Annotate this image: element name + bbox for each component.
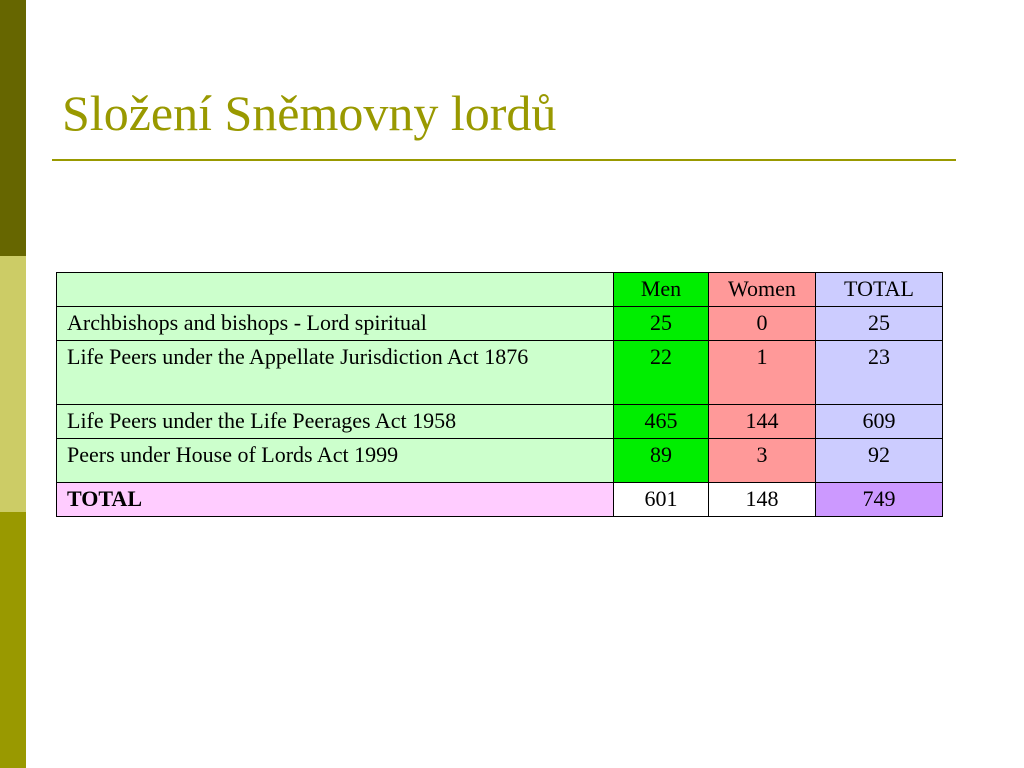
slide-title: Složení Sněmovny lordů [62,85,557,141]
row-total-value: 92 [816,439,943,483]
row-total-value: 23 [816,341,943,405]
header-total: TOTAL [816,273,943,307]
sidebar-middle-band [0,256,26,512]
row-total-value: 609 [816,405,943,439]
row-label: Life Peers under the Life Peerages Act 1958 [57,405,614,439]
row-men-value: 89 [614,439,709,483]
table-header-row [57,273,943,307]
header-label-cell [57,273,614,307]
row-men-value: 25 [614,307,709,341]
total-men-value: 601 [614,483,709,517]
table-row [57,439,943,483]
row-total-value: 25 [816,307,943,341]
sidebar-top-band [0,0,26,256]
total-row-label: TOTAL [57,483,614,517]
row-women-value: 144 [709,405,816,439]
row-women-value: 1 [709,341,816,405]
row-label: Peers under House of Lords Act 1999 [57,439,614,483]
row-men-value: 22 [614,341,709,405]
row-label: Archbishops and bishops - Lord spiritual [57,307,614,341]
row-women-value: 0 [709,307,816,341]
row-label: Life Peers under the Appellate Jurisdiction Act 1876 [57,341,614,405]
table-row [57,405,943,439]
row-men-value: 465 [614,405,709,439]
total-women-value: 148 [709,483,816,517]
header-women: Women [709,273,816,307]
header-men: Men [614,273,709,307]
table-total-row [57,483,943,517]
house-of-lords-composition-table [56,272,943,517]
table-row [57,341,943,405]
row-women-value: 3 [709,439,816,483]
title-underline [52,159,956,161]
grand-total-value: 749 [816,483,943,517]
table-row [57,307,943,341]
sidebar-bottom-band [0,512,26,768]
